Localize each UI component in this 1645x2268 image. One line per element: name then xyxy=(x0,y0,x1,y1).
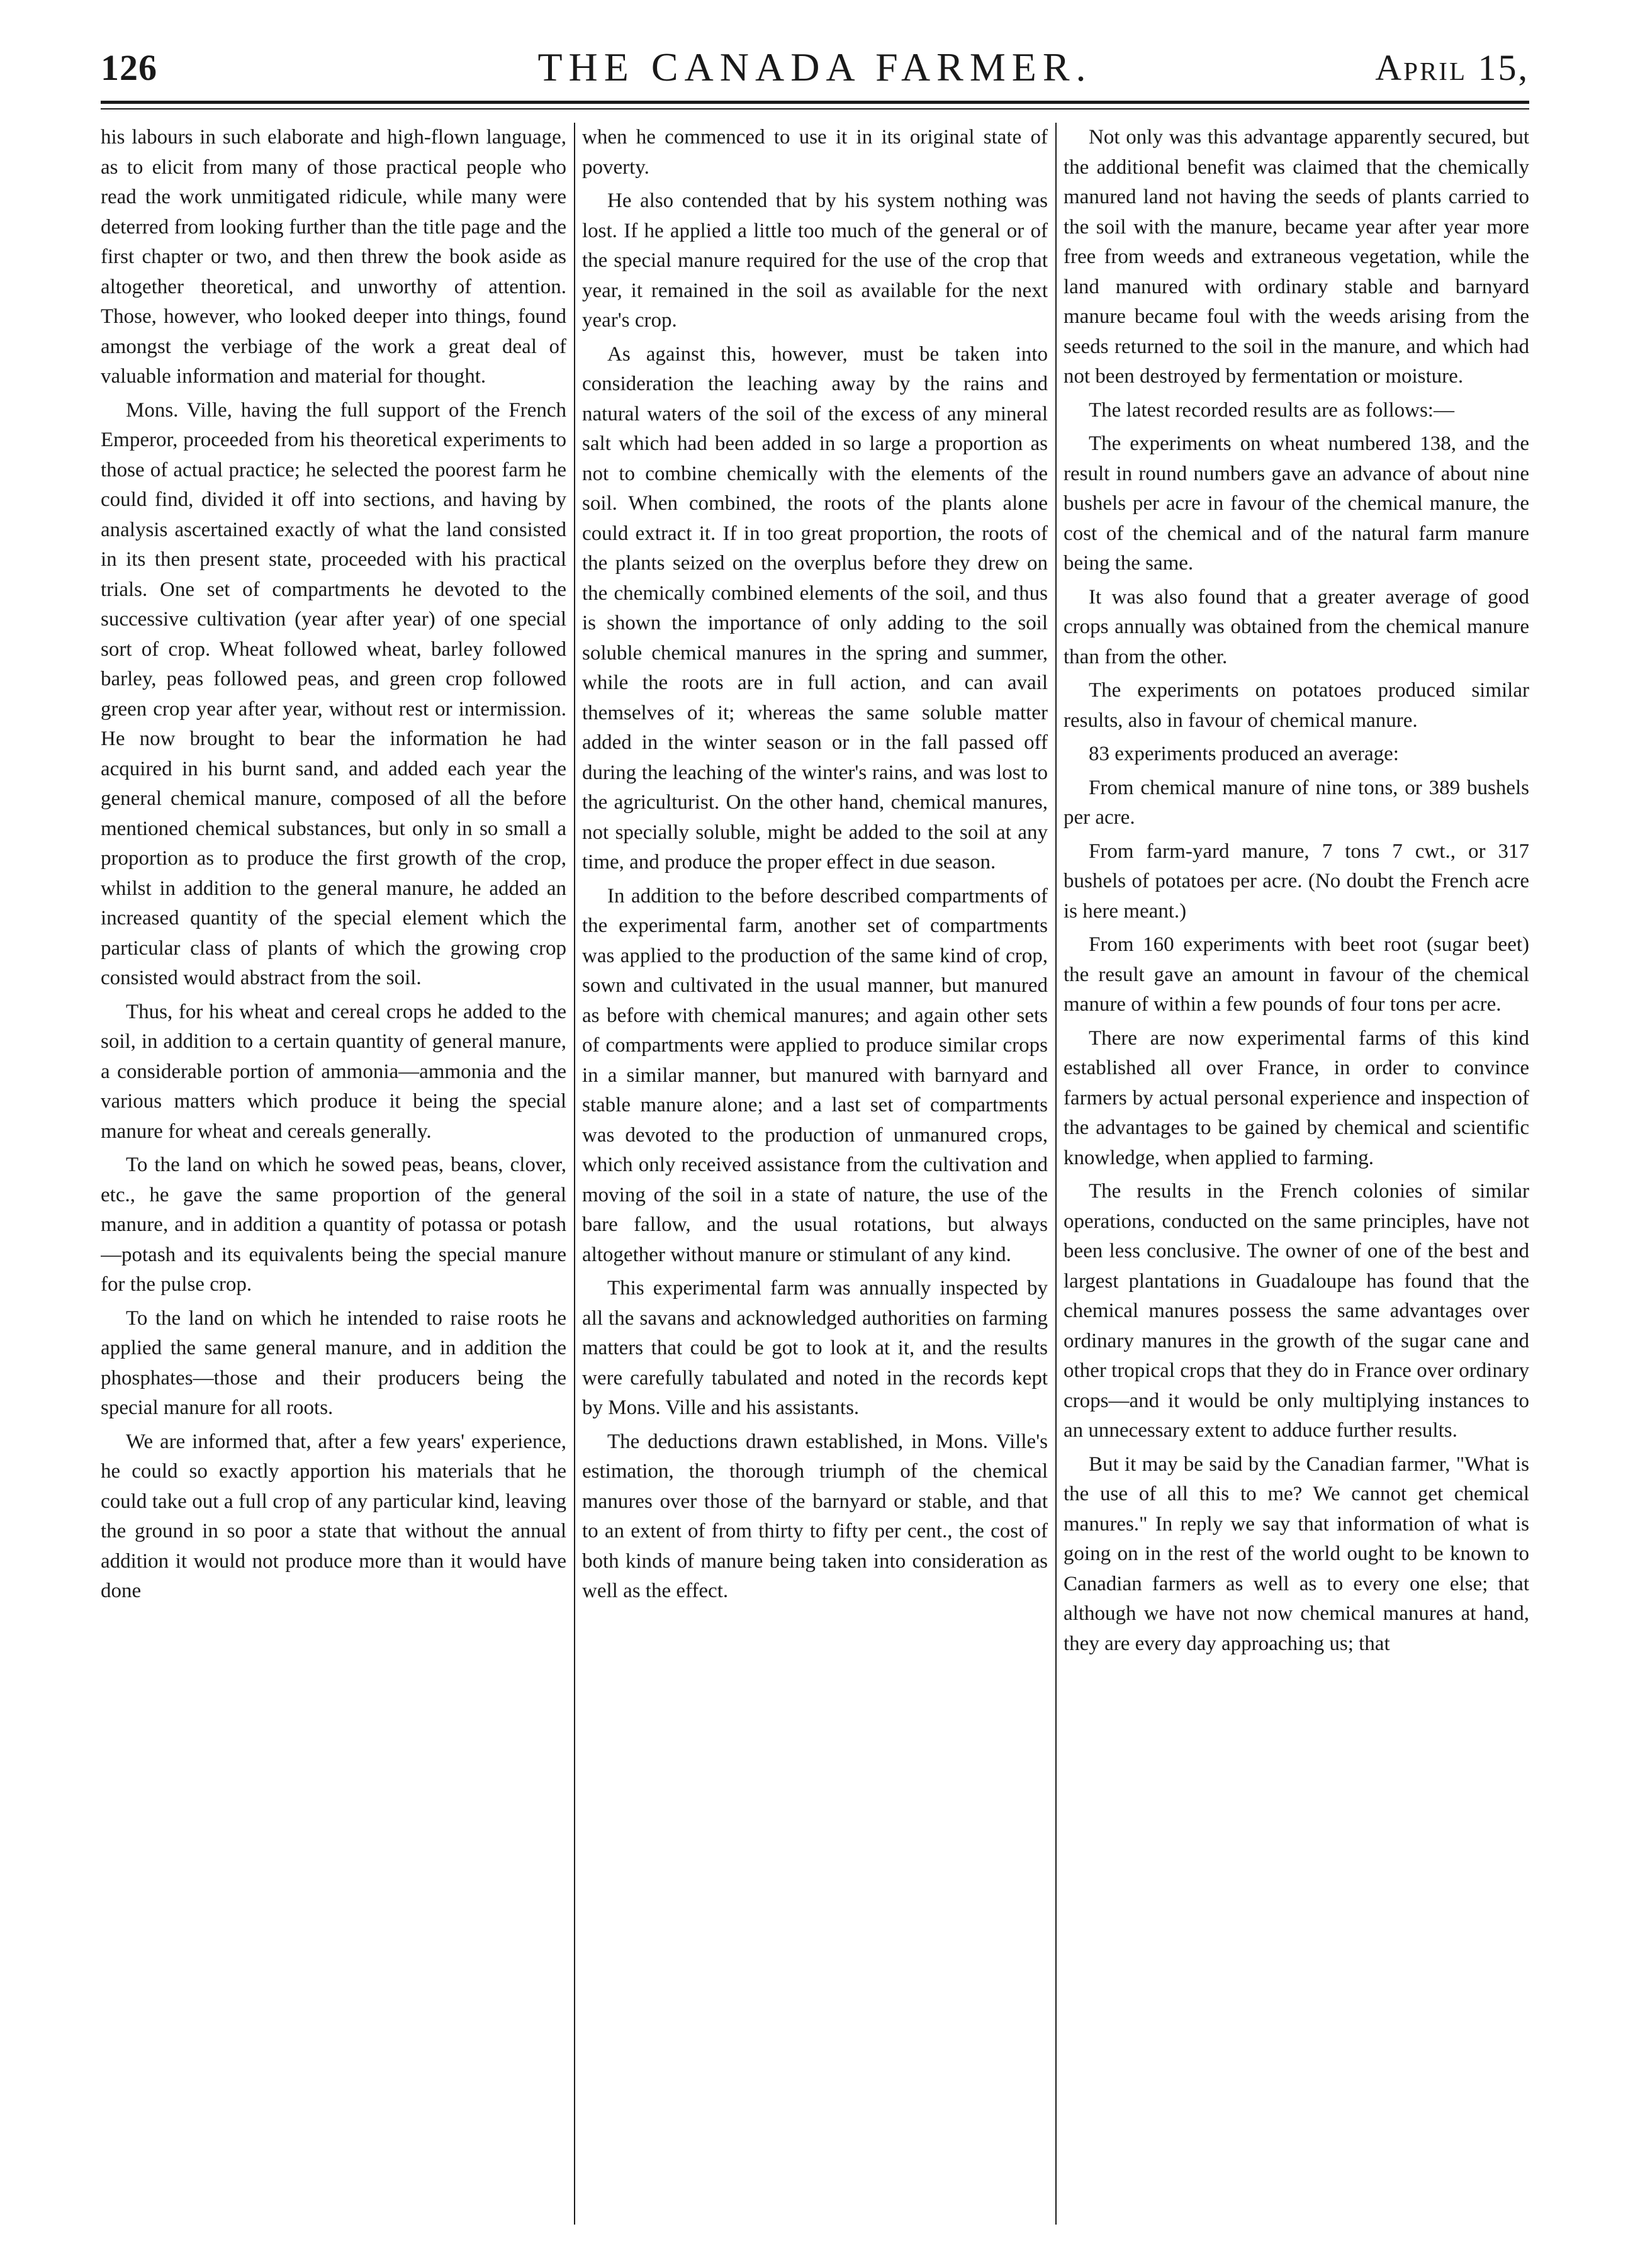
paragraph: Not only was this advantage apparently secured, but the additional benefit was claimed that the chemically manured land not having the seeds of plants carried to the soil with the manure, became year after year more free from weeds and extraneous vegetation, while the land manured with ordinary stable and barnyard manure became foul with the weeds arising from the seeds returned to the soil in the manure, and which had not been destroyed by fermentation or moisture. xyxy=(1064,126,1529,388)
column-3 xyxy=(1064,123,1529,2225)
masthead xyxy=(101,38,1529,113)
column-divider xyxy=(574,123,575,2225)
paragraph: To the land on which he intended to raise roots he applied the same general manure, and in addition the phosphates—those and their producers being the special manure for all roots. xyxy=(101,1306,566,1419)
header-rule-thick xyxy=(101,101,1529,104)
column-1 xyxy=(101,123,566,2225)
column-divider xyxy=(1055,123,1057,2225)
paragraph: Mons. Ville, having the full support of the French Emperor, proceeded from his theoretical experiments to those of actual practice; he selected the poorest farm he could find, divided it off into sections, and having by analysis ascertained exactly of what the land consisted in its then present state, proceeded with his practical trials. One set of compartments he devoted to the successive cultivation (year after year) of one special sort of crop. Wheat followed wheat, barley followed barley, peas followed peas, and green crop followed green crop year after year, without rest or intermission. He now brought to bear the information he had acquired in his burnt sand, and added each year the general chemical manure, composed of all the before mentioned chemical substances, but only in so small a proportion as to produce the first growth of the crop, whilst in addition to the general manure, he added an increased quantity of the special element which the particular class of plants of which the growing crop consisted would abstract from the soil. xyxy=(101,398,566,989)
paragraph: There are now experimental farms of this kind established all over France, in order to convince farmers by actual personal experience and inspection of the advantages to be gained by chemical and scientific knowledge, when applied to farming. xyxy=(1064,1026,1529,1169)
header-rule-thin xyxy=(101,108,1529,109)
paragraph: his labours in such elaborate and high-flown language, as to elicit from many of those practical people who read the work unmitigated ridicule, while many were deterred from looking further than the title page and the first chapter or two, and then threw the book aside as altogether theoretical, and unworthy of attention. Those, however, who looked deeper into things, found amongst the verbiage of the work a great deal of valuable information and material for thought. xyxy=(101,126,566,388)
paragraph: The deductions drawn established, in Mons. Ville's estimation, the thorough triumph of the chemical manures over those of the barnyard or stable, and that to an extent of from thirty to fifty per cent., the cost of both kinds of manure being taken into consideration as well as the effect. xyxy=(582,1430,1048,1602)
column-2 xyxy=(582,123,1048,2225)
paragraph: From 160 experiments with beet root (sugar beet) the result gave an amount in favour of the chemical manure of within a few pounds of four tons per acre. xyxy=(1064,933,1529,1016)
paragraph: From chemical manure of nine tons, or 389 bushels per acre. xyxy=(1064,776,1529,829)
paragraph: when he commenced to use it in its original state of poverty. xyxy=(582,126,1048,179)
paragraph: 83 experiments produced an average: xyxy=(1089,743,1399,765)
issue-date: April 15, xyxy=(1375,47,1529,88)
paragraph: The experiments on potatoes produced similar results, also in favour of chemical manure. xyxy=(1064,679,1529,732)
paragraph: The results in the French colonies of similar operations, conducted on the same principles, have not been less conclusive. The owner of one of the best and largest plantations in Guadaloupe has found that the chemical manures possess the same advantages over ordinary manures in the growth of the sugar cane and other tropical crops that they do in France over ordinary crops—and it would be only multiplying instances to an unnecessary extent to adduce further results. xyxy=(1064,1180,1529,1442)
paragraph: But it may be said by the Canadian farmer, "What is the use of all this to me? We cannot get chemical manures." In reply we say that information of what is going on in the rest of the world ought to be known to Canadian farmers as well as to every one else; that although we have not now chemical manures at hand, they are every day approaching us; that xyxy=(1064,1452,1529,1655)
paragraph: In addition to the before described compartments of the experimental farm, another set of compartments was applied to the production of the same kind of crop, sown and cultivated in the usual manner, but manured as before with chemical manures; and again other sets of compartments were applied to produce similar crops in a similar manner, but manured with barnyard and stable manure alone; and a last set of compartments was devoted to the production of unmanured crops, which only received assistance from the cultivation and moving of the soil in a state of nature, the use of the bare fallow, and the usual rotations, but always altogether without manure or stimulant of any kind. xyxy=(582,884,1048,1266)
paragraph: As against this, however, must be taken into consideration the leaching away by the rains and natural waters of the soil of the excess of any mineral salt which had been added in so large a proportion as not to combine chemically with the elements of the soil. When combined, the roots of the plants alone could extract it. If in too great proportion, the roots of the plants seized on the overplus before they drew on the chemically combined elements of the soil, and thus is shown the importance of only adding to the soil soluble chemical manures in the spring and summer, while the roots are in full action, and can avail themselves of it; whereas the same soluble matter added in the winter season or in the fall passed off during the leaching of the winter's rains, and was lost to the agriculturist. On the other hand, chemical manures, not specially soluble, might be added to the soil at any time, and produce the proper effect in due season. xyxy=(582,342,1048,873)
paragraph: From farm-yard manure, 7 tons 7 cwt., or 317 bushels of potatoes per acre. (No doubt the French acre is here meant.) xyxy=(1064,839,1529,923)
paragraph: He also contended that by his system nothing was lost. If he applied a little too much of the general or of the special manure required for the use of the crop that year, it remained in the soil as available for the next year's crop. xyxy=(582,189,1048,332)
paragraph: We are informed that, after a few years' experience, he could so exactly apportion his materials that he could take out a full crop of any particular kind, leaving the ground in so poor a state that without the annual addition it would not produce more than it would have done xyxy=(101,1430,566,1602)
paragraph: The latest recorded results are as follows:— xyxy=(1089,398,1454,422)
paragraph: To the land on which he sowed peas, beans, clover, etc., he gave the same proportion of the general manure, and in addition a quantity of potassa or potash—potash and its equivalents being the special manure for the pulse crop. xyxy=(101,1154,566,1296)
article-columns xyxy=(101,123,1529,2225)
page-number: 126 xyxy=(101,47,157,88)
paragraph: The experiments on wheat numbered 138, and the result in round numbers gave an advance of about nine bushels per acre in favour of the chemical manure, the cost of the chemical and of the natural farm manure being the same. xyxy=(1064,432,1529,575)
paragraph: It was also found that a greater average of good crops annually was obtained from the chemical manure than from the other. xyxy=(1064,585,1529,668)
newspaper-page xyxy=(101,38,1529,2228)
paragraph: Thus, for his wheat and cereal crops he added to the soil, in addition to a certain quantity of general manure, a considerable portion of ammonia—ammonia and the various matters which produce it being the special manure for wheat and cereals generally. xyxy=(101,1000,566,1143)
paragraph: This experimental farm was annually inspected by all the savans and acknowledged authorities on farming matters that could be got to look at it, and the results were carefully tabulated and noted in the records kept by Mons. Ville and his assistants. xyxy=(582,1277,1048,1419)
journal-title: THE CANADA FARMER. xyxy=(537,45,1092,89)
